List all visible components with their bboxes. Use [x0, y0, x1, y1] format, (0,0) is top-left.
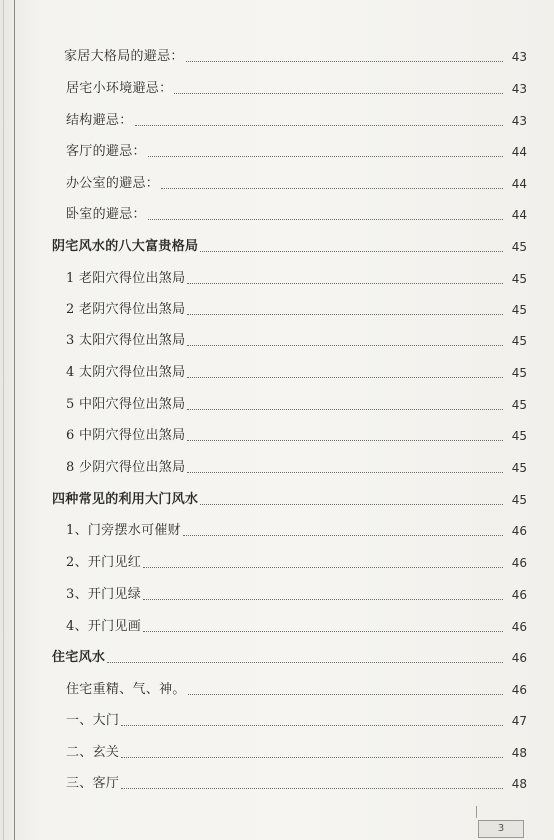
dot-leader [187, 376, 503, 378]
toc-entry[interactable] [66, 361, 527, 381]
dot-leader [148, 218, 503, 220]
dot-leader [143, 566, 503, 568]
toc-entry[interactable] [66, 456, 527, 476]
dot-leader [187, 282, 503, 284]
toc-entry[interactable] [66, 140, 527, 160]
toc-entry[interactable] [66, 77, 527, 97]
toc-entry-title: 阴宅风水的八大富贵格局 [52, 239, 199, 254]
toc-entry-page: 43 [511, 114, 527, 128]
toc-entry-page: 45 [511, 334, 527, 348]
toc-entry-page: 46 [511, 651, 527, 665]
toc-entry-title: 一、大门 [66, 713, 120, 728]
toc-entry[interactable] [66, 551, 527, 571]
toc-entry-title: 2 老阴穴得位出煞局 [66, 302, 186, 317]
dot-leader [107, 661, 503, 663]
toc-entry-title: 卧室的避忌： [66, 207, 146, 222]
toc-entry-title: 2、开门见红 [66, 555, 142, 570]
toc-entry[interactable] [66, 393, 527, 413]
toc-entry-title: 5 中阳穴得位出煞局 [66, 397, 186, 412]
dot-leader [200, 503, 503, 505]
dot-leader [121, 756, 503, 758]
toc-entry-title: 三、客厅 [66, 776, 120, 791]
toc-entry-page: 46 [511, 588, 527, 602]
toc-entry-title: 居宅小环境避忌： [66, 81, 173, 96]
toc-entry-page: 45 [511, 493, 527, 507]
toc-entry-title: 4、开门见画 [66, 619, 142, 634]
toc-entry[interactable] [66, 615, 527, 635]
toc-entry-page: 48 [511, 746, 527, 760]
toc-entry[interactable] [66, 519, 527, 539]
dot-leader [187, 439, 503, 441]
dot-leader [121, 787, 503, 789]
toc-entry-title: 1 老阳穴得位出煞局 [66, 271, 186, 286]
toc-entry-title: 8 少阴穴得位出煞局 [66, 460, 186, 475]
toc-entry-title: 3 太阳穴得位出煞局 [66, 333, 186, 348]
toc-entry-page: 44 [511, 177, 527, 191]
toc-entry-title: 1、门旁摆水可催财 [66, 523, 181, 538]
toc-entry-page: 47 [511, 714, 527, 728]
toc-entry-title: 家居大格局的避忌： [64, 49, 184, 64]
toc-entry-title: 办公室的避忌： [66, 176, 160, 191]
dot-leader [187, 313, 503, 315]
dot-leader [187, 408, 503, 410]
toc-entry[interactable] [66, 298, 527, 318]
toc-entry-page: 45 [511, 398, 527, 412]
dot-leader [174, 92, 503, 94]
dot-leader [148, 155, 503, 157]
toc-entry[interactable] [64, 45, 527, 65]
toc-entry-title: 客厅的避忌： [66, 144, 146, 159]
dot-leader [186, 60, 503, 62]
toc-entry-page: 46 [511, 556, 527, 570]
toc-entry-page: 45 [511, 240, 527, 254]
toc-entry-page: 45 [511, 366, 527, 380]
toc-entry[interactable] [66, 329, 527, 349]
dot-leader [143, 630, 503, 632]
footer-divider [476, 806, 477, 818]
toc-entry-title: 结构避忌： [66, 113, 133, 128]
toc-section-heading[interactable] [52, 235, 527, 255]
toc-entry-page: 45 [511, 272, 527, 286]
toc-entry-page: 45 [511, 303, 527, 317]
toc-entry[interactable] [66, 741, 527, 761]
dot-leader [187, 471, 503, 473]
toc-entry[interactable] [66, 772, 527, 792]
toc-entry-page: 43 [511, 50, 527, 64]
dot-leader [183, 534, 503, 536]
toc-entry[interactable] [66, 172, 527, 192]
dot-leader [200, 250, 503, 252]
toc-entry-page: 45 [511, 429, 527, 443]
toc-entry-title: 3、开门见绿 [66, 587, 142, 602]
toc-entry-page: 46 [511, 524, 527, 538]
toc-section-heading[interactable] [52, 488, 527, 508]
toc-entry-title: 二、玄关 [66, 745, 120, 760]
toc-entry-title: 住宅风水 [52, 650, 106, 665]
dot-leader [121, 724, 503, 726]
toc-entry-title: 住宅重精、气、神。 [66, 682, 186, 697]
toc-entry-page: 43 [511, 82, 527, 96]
toc-entry[interactable] [66, 678, 527, 698]
toc-entry-title: 四种常见的利用大门风水 [52, 492, 199, 507]
toc-section-heading[interactable] [52, 646, 527, 666]
toc-entry-page: 44 [511, 208, 527, 222]
toc-entry-title: 4 太阴穴得位出煞局 [66, 365, 186, 380]
toc-entry-page: 44 [511, 145, 527, 159]
page-number-box [478, 820, 524, 838]
toc-entry-title: 6 中阴穴得位出煞局 [66, 428, 186, 443]
toc-entry-page: 46 [511, 620, 527, 634]
toc-entry-page: 46 [511, 683, 527, 697]
dot-leader [135, 124, 503, 126]
toc-entry[interactable] [66, 267, 527, 287]
toc-entry[interactable] [66, 109, 527, 129]
toc-entry[interactable] [66, 203, 527, 223]
page-number: 3 [497, 823, 505, 834]
toc-entry[interactable] [66, 583, 527, 603]
dot-leader [161, 187, 503, 189]
toc-entry-page: 45 [511, 461, 527, 475]
toc-entry-page: 48 [511, 777, 527, 791]
dot-leader [143, 598, 503, 600]
dot-leader [187, 344, 503, 346]
dot-leader [188, 693, 503, 695]
toc-entry[interactable] [66, 709, 527, 729]
toc-entry[interactable] [66, 424, 527, 444]
